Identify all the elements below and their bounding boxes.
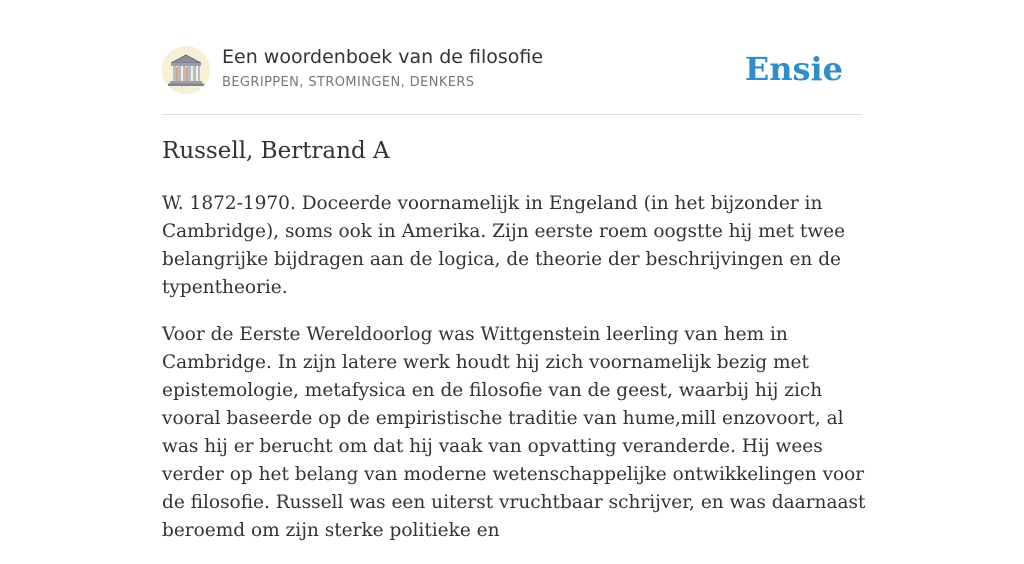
header (162, 44, 862, 115)
entry-title: Russell, Bertrand A (162, 138, 390, 164)
book-title: Een woordenboek van de filosofie (222, 46, 544, 68)
entry-body (162, 190, 874, 564)
book-subtitle: BEGRIPPEN, STROMINGEN, DENKERS (222, 75, 475, 90)
brand-logo-link[interactable]: Ensie (744, 50, 843, 88)
greek-temple-icon[interactable] (162, 46, 210, 94)
greek-temple-icon-graphic (162, 46, 210, 94)
entry-paragraph: W. 1872-1970. Doceerde voornamelijk in Engeland (in het bijzonder in Cambridge), soms ook in Amerika. Zijn eerste roem oogstte hij met twee belangrijke bijdragen aan de logica, de theorie der beschrijvingen en de typentheorie. (162, 193, 846, 298)
entry-paragraph: Voor de Eerste Wereldoorlog was Wittgenstein leerling van hem in Cambridge. In zijn latere werk houdt hij zich voornamelijk bezig met epistemologie, metafysica en de filosofie van de geest, waarbij hij zich vooral baseerde op de empiristische traditie van hume,mill enzovoort, al was hij er berucht om dat hij vaak van opvatting veranderde. Hij wees verder op het belang van moderne wetenschappelijke ontwikkelingen voor de filosofie. Russell was een uiterst vruchtbaar schrijver, en was daarnaast beroemd om zijn sterke politieke en (162, 324, 866, 541)
